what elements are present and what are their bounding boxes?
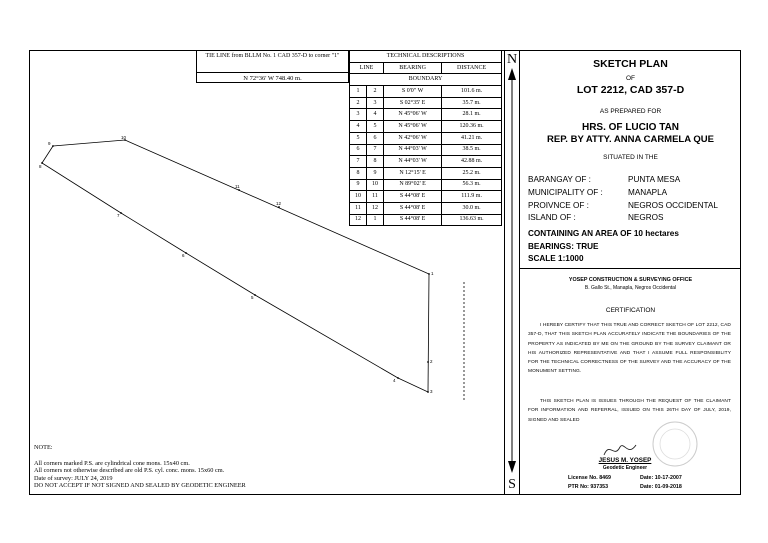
barangay-label: BARANGAY OF :	[528, 175, 591, 184]
corner-label: 7	[117, 213, 120, 218]
certification-body: I HEREBY CERTIFY THAT THIS TRUE AND CORRECT SKETCH OF LOT 2212, CAD 357-D, THAT THIS SKETCH PLAN ACCURATELY INDICATE THE BOUNDARIES OF THE PROPERTY AS INDICATED BY ME ON THE GROUND BY THE SURVEY CLAIMANT OR HIS AUTHORIZED REPRESENTATIVE AND THAT I ASSUME FULL RESPONSIBILITY FOR THE TECHNICAL CORRECTNESS OF THE SURVEY AND THE ACCURACY OF THE MONUMENT SETTING.	[528, 323, 731, 375]
col-line: LINE	[350, 62, 384, 74]
bearing-cell: S 44°08' E	[384, 214, 442, 226]
barangay-value: PUNTA MESA	[628, 175, 681, 184]
bearing-cell: S 44°08' E	[384, 202, 442, 214]
office-block	[520, 268, 741, 496]
table-title: TECHNICAL DESCRIPTIONS	[350, 51, 502, 63]
tie-line-box	[196, 50, 349, 83]
table-row	[350, 132, 502, 144]
note-block	[34, 444, 246, 490]
distance-cell: 30.0 m.	[442, 202, 502, 214]
bearing-cell: N 89°02' E	[384, 179, 442, 191]
line-from: 5	[350, 132, 367, 144]
table-row	[350, 214, 502, 226]
table-row	[350, 202, 502, 214]
engineer-name: JESUS M. YOSEP	[598, 457, 652, 464]
area-block	[528, 228, 679, 266]
ptr-number: PTR No: 937353	[568, 484, 609, 490]
province-value: NEGROS OCCIDENTAL	[628, 200, 718, 210]
north-label: N	[506, 52, 518, 67]
line-to: 3	[367, 97, 384, 109]
bearing-cell: S 0'0" W	[384, 86, 442, 98]
table-row	[350, 156, 502, 168]
line-to: 9	[367, 167, 384, 179]
distance-cell: 120.36 m.	[442, 121, 502, 133]
corner-label: 11	[235, 184, 240, 189]
technical-descriptions-table	[349, 50, 502, 226]
corner-label: 2	[430, 359, 433, 364]
lot-number: LOT 2212, CAD 357-D	[576, 84, 685, 96]
line-to: 10	[367, 179, 384, 191]
bearing-cell: N 12°15' E	[384, 167, 442, 179]
table-row	[350, 191, 502, 203]
south-label: S	[508, 477, 516, 492]
line-to: 11	[367, 191, 384, 203]
line-from: 7	[350, 156, 367, 168]
location-labels	[528, 174, 603, 225]
north-south-arrow	[504, 50, 520, 495]
distance-cell: 38.5 m.	[442, 144, 502, 156]
province-label: PROIVNCE OF :	[528, 200, 589, 210]
bearing-cell: S 44°08' E	[384, 191, 442, 203]
corner-label: 12	[276, 201, 282, 206]
line-from: 2	[350, 97, 367, 109]
line-to: 8	[367, 156, 384, 168]
corner-label: 9	[48, 141, 51, 146]
municipality-label: MUNICIPALITY OF :	[528, 187, 603, 197]
license-number: License No. 8469	[568, 475, 611, 481]
distance-cell: 101.6 m.	[442, 86, 502, 98]
bearing-cell: N 45°06' W	[384, 121, 442, 133]
bearing-cell: N 44°03' W	[384, 144, 442, 156]
corner-label: 1	[431, 271, 434, 276]
corner-label: 3	[430, 389, 433, 394]
location-values	[628, 174, 718, 225]
line-from: 6	[350, 144, 367, 156]
distance-cell: 41.21 m.	[442, 132, 502, 144]
tie-line-value: N 72°36' W 748.40 m.	[197, 72, 348, 84]
certification-title: CERTIFICATION	[605, 307, 656, 314]
license-block	[568, 474, 611, 492]
distance-cell: 25.2 m.	[442, 167, 502, 179]
island-value: NEGROS	[628, 213, 664, 223]
municipality-value: MANAPLA	[628, 187, 668, 197]
note-line: Date of survey: JULY 24, 2019	[34, 474, 113, 482]
bearing-cell: N 44°03' W	[384, 156, 442, 168]
island-label: ISLAND OF :	[528, 213, 576, 223]
prepared-for: AS PREPARED FOR	[599, 108, 662, 115]
line-from: 1	[350, 86, 367, 98]
bearing-cell: N 42°06' W	[384, 132, 442, 144]
line-to: 2	[367, 86, 384, 98]
line-from: 10	[350, 191, 367, 203]
corner-label: 4	[393, 378, 396, 383]
line-from: 3	[350, 109, 367, 121]
table-row	[350, 179, 502, 191]
license-date: Date: 10-17-2007	[640, 475, 682, 481]
license-dates	[640, 474, 682, 492]
owner-name: HRS. OF LUCIO TAN	[581, 122, 680, 133]
distance-cell: 42.88 m.	[442, 156, 502, 168]
scale-statement: SCALE 1:1000	[528, 254, 584, 263]
corner-label: 5	[251, 295, 254, 300]
office-address: B. Gallo St., Manapla, Negros Occidental	[584, 285, 677, 291]
line-from: 11	[350, 202, 367, 214]
line-from: 4	[350, 121, 367, 133]
note-line: DO NOT ACCEPT IF NOT SIGNED AND SEALED BY GEODETIC ENGINEER	[34, 482, 246, 490]
north-arrow-icon	[505, 68, 519, 473]
col-bearing: BEARING	[384, 62, 442, 74]
table-row	[350, 121, 502, 133]
engineer-title: Geodetic Engineer	[602, 465, 648, 471]
line-to: 7	[367, 144, 384, 156]
note-heading: NOTE:	[34, 444, 53, 451]
distance-cell: 56.3 m.	[442, 179, 502, 191]
note-line: All corners marked P.S. are cylindrical cone mons. 15x40 cm.	[34, 459, 190, 467]
boundary-row: BOUNDARY	[350, 74, 502, 86]
corner-label: 8	[39, 164, 42, 169]
line-from: 8	[350, 167, 367, 179]
corner-label: 6	[182, 253, 185, 258]
table-row	[350, 109, 502, 121]
distance-cell: 28.1 m.	[442, 109, 502, 121]
bearing-cell: N 45°06' W	[384, 109, 442, 121]
ptr-date: Date: 01-09-2018	[640, 484, 682, 490]
owner-representative: REP. BY ATTY. ANNA CARMELA QUE	[547, 134, 714, 145]
col-distance: DISTANCE	[442, 62, 502, 74]
area-statement: CONTAINING AN AREA OF 10 hectares	[528, 229, 679, 238]
bearings-statement: BEARINGS: TRUE	[528, 241, 599, 251]
note-line: All corners not otherwise described are old P.S. cyl. conc. mons. 15x60 cm.	[34, 467, 225, 475]
tie-line-heading: TIE LINE from BLLM No. 1 CAD 357-D to corner "1"	[205, 53, 340, 59]
line-to: 12	[367, 202, 384, 214]
line-to: 5	[367, 121, 384, 133]
table-row	[350, 167, 502, 179]
line-from: 9	[350, 179, 367, 191]
office-name: YOSEP CONSTRUCTION & SURVEYING OFFICE	[568, 277, 693, 283]
distance-cell: 111.9 m.	[442, 191, 502, 203]
situated-in: SITUATED IN THE	[603, 154, 658, 161]
issuance-statement: THIS SKETCH PLAN IS ISSUES THROUGH THE REQUEST OF THE CLAIMANT FOR INFORMATION AND REFERRAL, ISSUED ON THIS 26TH DAY OF JULY, 2019, SIGNED AND SEALED	[528, 399, 731, 423]
line-to: 6	[367, 132, 384, 144]
corner-label: 10	[121, 135, 127, 140]
table-row	[350, 144, 502, 156]
line-to: 1	[367, 214, 384, 226]
plan-title: SKETCH PLAN	[593, 58, 668, 70]
table-row	[350, 97, 502, 109]
distance-cell: 35.7 m.	[442, 97, 502, 109]
table-row	[350, 86, 502, 98]
distance-cell: 136.63 m.	[442, 214, 502, 226]
plan-of: OF	[625, 75, 636, 82]
line-to: 4	[367, 109, 384, 121]
line-from: 12	[350, 214, 367, 226]
bearing-cell: S 02°35' E	[384, 97, 442, 109]
